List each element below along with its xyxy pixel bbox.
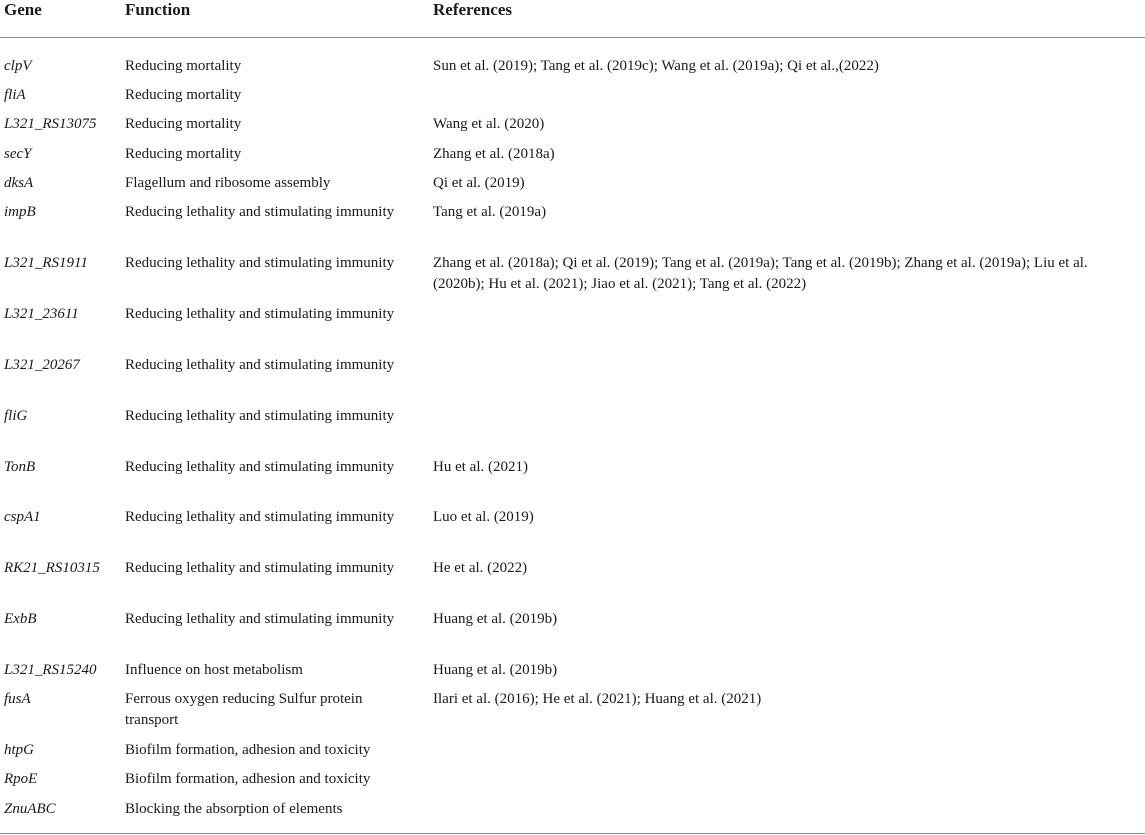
function-cell: Reducing lethality and stimulating immunity	[125, 611, 395, 627]
function-cell: Reducing lethality and stimulating immunity	[125, 204, 395, 220]
gene-cell: fliG	[4, 408, 28, 424]
function-cell: Blocking the absorption of elements	[125, 801, 343, 817]
function-cell: Biofilm formation, adhesion and toxicity	[125, 771, 371, 787]
function-cell: Reducing lethality and stimulating immunity	[125, 255, 395, 271]
references-cell: Ilari et al. (2016); He et al. (2021); Huang et al. (2021)	[433, 691, 762, 707]
gene-cell: dksA	[4, 175, 34, 191]
gene-cell: L321_RS13075	[4, 116, 97, 132]
references-cell: He et al. (2022)	[433, 560, 528, 576]
gene-cell: L321_20267	[4, 357, 80, 373]
function-cell: Reducing mortality	[125, 116, 242, 132]
gene-cell: RpoE	[4, 771, 38, 787]
header-references: References	[433, 0, 512, 19]
function-cell: Reducing lethality and stimulating immunity	[125, 509, 395, 525]
gene-cell: secY	[4, 146, 32, 162]
gene-cell: ExbB	[4, 611, 37, 627]
bottom-rule	[0, 833, 1145, 834]
function-cell: Influence on host metabolism	[125, 662, 303, 678]
references-cell: Wang et al. (2020)	[433, 116, 545, 132]
gene-cell: ZnuABC	[4, 801, 56, 817]
references-cell: Tang et al. (2019a)	[433, 204, 547, 220]
header-function: Function	[125, 0, 191, 19]
function-cell: Ferrous oxygen reducing Sulfur protein transport	[125, 691, 363, 728]
function-cell: Reducing lethality and stimulating immunity	[125, 408, 395, 424]
gene-cell: L321_RS1911	[4, 255, 88, 271]
gene-cell: htpG	[4, 742, 34, 758]
gene-cell: fliA	[4, 87, 26, 103]
function-cell: Reducing mortality	[125, 146, 242, 162]
references-cell: Luo et al. (2019)	[433, 509, 534, 525]
function-cell: Reducing mortality	[125, 58, 242, 74]
gene-cell: RK21_RS10315	[4, 560, 100, 576]
references-cell: Qi et al. (2019)	[433, 175, 525, 191]
function-cell: Flagellum and ribosome assembly	[125, 175, 331, 191]
references-cell: Huang et al. (2019b)	[433, 611, 558, 627]
gene-cell: impB	[4, 204, 36, 220]
gene-cell: cspA1	[4, 509, 41, 525]
references-cell: Huang et al. (2019b)	[433, 662, 558, 678]
references-cell: Hu et al. (2021)	[433, 459, 528, 475]
table-header	[0, 0, 1145, 38]
function-cell: Reducing lethality and stimulating immunity	[125, 357, 395, 373]
function-cell: Biofilm formation, adhesion and toxicity	[125, 742, 371, 758]
function-cell: Reducing mortality	[125, 87, 242, 103]
gene-cell: L321_RS15240	[4, 662, 97, 678]
references-cell: Zhang et al. (2018a); Qi et al. (2019); Tang et al. (2019a); Tang et al. (2019b); Zhang et al. (2019a); Liu et al. (2020b); Hu et al. (2021); Jiao et al. (2021); Tang et al. (2022)	[433, 255, 1088, 292]
gene-cell: TonB	[4, 459, 36, 475]
references-cell: Sun et al. (2019); Tang et al. (2019c); Wang et al. (2019a); Qi et al.,(2022)	[433, 58, 879, 74]
references-cell: Zhang et al. (2018a)	[433, 146, 555, 162]
header-gene: Gene	[4, 0, 42, 19]
function-cell: Reducing lethality and stimulating immunity	[125, 459, 395, 475]
gene-cell: fusA	[4, 691, 31, 707]
function-cell: Reducing lethality and stimulating immunity	[125, 560, 395, 576]
function-cell: Reducing lethality and stimulating immunity	[125, 306, 395, 322]
gene-cell: clpV	[4, 58, 32, 74]
gene-cell: L321_23611	[4, 306, 79, 322]
